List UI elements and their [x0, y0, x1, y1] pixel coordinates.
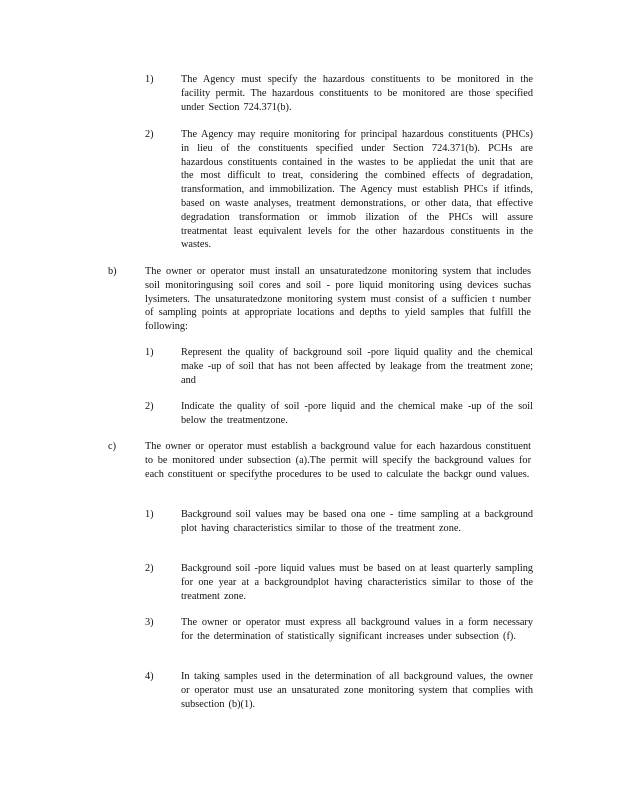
- paragraph-text: The Agency may require monitoring for principal hazardous constituents (PHCs) in lieu of the constituents specified under Section 724.371(b). PCHs are hazardous constituents contained in the wastes to be appliedat the unit that are the most difficult to treat, considering the combined effects of degradation, transformation, and immobilization. The Agency must establish PHCs if itfinds, based on waste analyses, treatment demonstrations, or other data, that effective degradation transformation or immob ilization of the PHCs will assure treatmentat least equivalent levels for the other hazardous constituents in the wastes.: [181, 129, 533, 251]
- paragraph-text: The owner or operator must establish a background value for each hazardous constituent to be monitored under subsection (a).The permit will specify the background values for each constituent or specifythe procedures to be used to calculate the backgr ound values.: [145, 441, 531, 480]
- paragraph-text: Indicate the quality of soil -pore liquid and the chemical make -up of the soil below the treatmentzone.: [181, 401, 533, 426]
- paragraph-text: Background soil values may be based ona one - time sampling at a background plot having characteristics similar to those of the treatment zone.: [181, 509, 533, 534]
- list-marker: 2): [145, 401, 154, 412]
- list-marker: 4): [145, 671, 154, 682]
- list-marker: 3): [145, 617, 154, 628]
- list-marker: b): [108, 266, 117, 277]
- paragraph-text: Background soil -pore liquid values must be based on at least quarterly sampling for one year at a backgroundplot having characteristics similar to those of the treatment zone.: [181, 563, 533, 602]
- list-marker: 1): [145, 74, 154, 85]
- paragraph-text: The owner or operator must express all background values in a form necessary for the determination of statistically significant increases under subsection (f).: [181, 617, 533, 642]
- list-marker: 2): [145, 563, 154, 574]
- list-marker: c): [108, 441, 116, 452]
- paragraph-text: The owner or operator must install an unsaturatedzone monitoring system that includes soil monitoringusing soil cores and soil - pore liquid monitoring using devices suchas lysimeters. The unsaturatedzone monitoring system must consist of a sufficien t number of sampling points at appropriate locations and depths to yield samples that fulfill the following:: [145, 266, 531, 333]
- paragraph-text: In taking samples used in the determination of all background values, the owner or operator must use an unsaturated zone monitoring system that complies with subsection (b)(1).: [181, 671, 533, 710]
- list-marker: 1): [145, 347, 154, 358]
- paragraph-text: Represent the quality of background soil -pore liquid quality and the chemical make -up of soil that has not been affected by leakage from the treatment zone; and: [181, 347, 533, 386]
- list-marker: 1): [145, 509, 154, 520]
- paragraph-text: The Agency must specify the hazardous constituents to be monitored in the facility permit. The hazardous constituents to be monitored are those specified under Section 724.371(b).: [181, 74, 533, 113]
- list-marker: 2): [145, 129, 154, 140]
